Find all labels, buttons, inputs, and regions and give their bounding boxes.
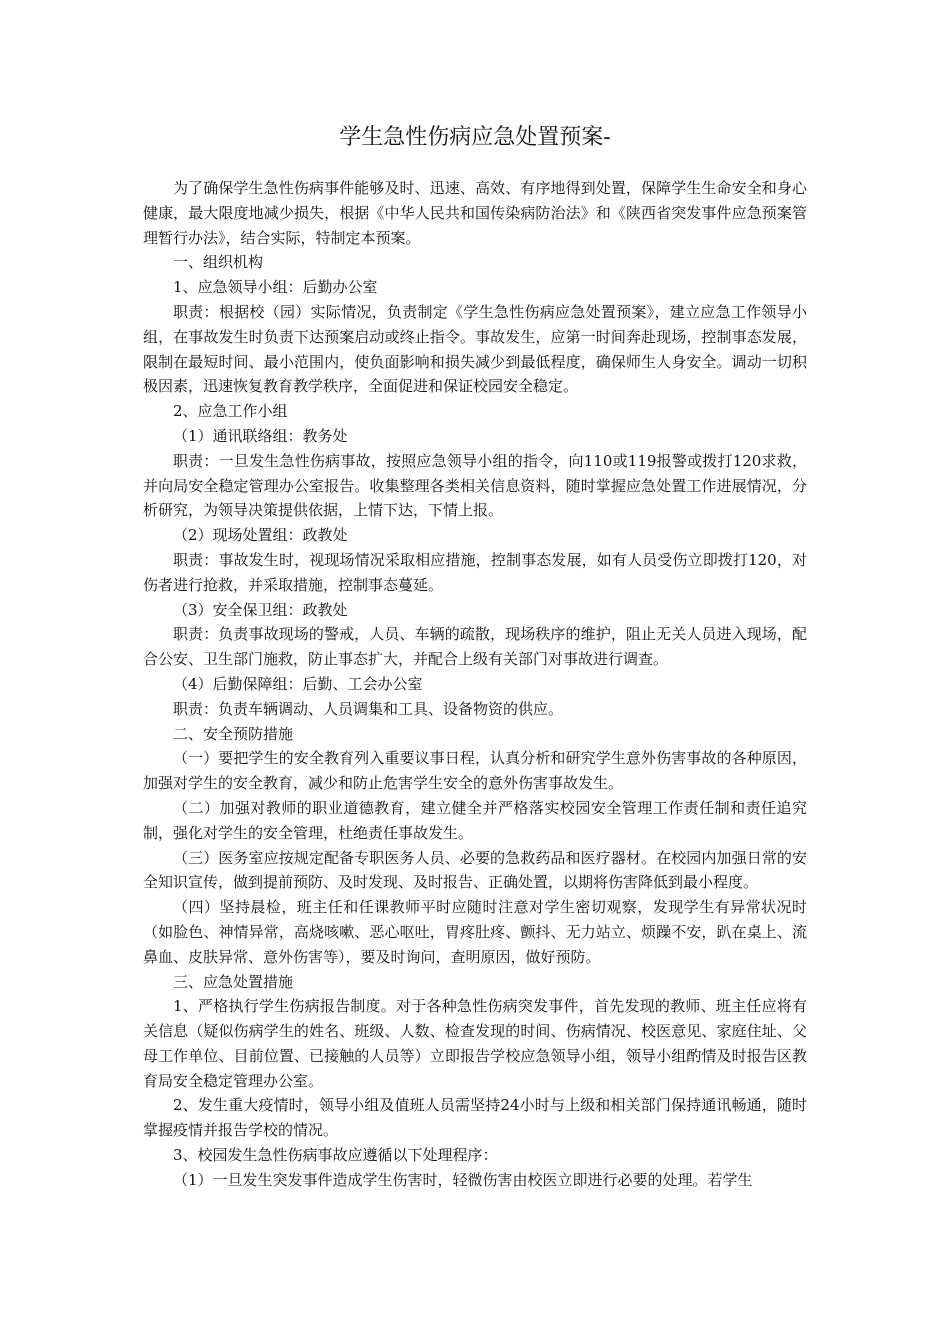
section-heading-prevention: 二、安全预防措施 [173,724,294,743]
group-logistics: （4）后勤保障组：后勤、工会办公室 [173,674,423,693]
group-security: （3）安全保卫组：政教处 [173,600,348,619]
subsection-work-group: 2、应急工作小组 [173,402,288,421]
subsection-leadership-group: 1、应急领导小组：后勤办公室 [173,278,378,297]
group-communication: （1）通讯联络组：教务处 [173,426,348,445]
section-heading-response: 三、应急处置措施 [173,972,294,991]
duty-paragraph: 职责：一旦发生急性伤病事故，按照应急领导小组的指令，向110或119报警或拨打120求救，并向局安全稳定管理办公室报告。收集整理各类相关信息资料，随时掌握应急处置工作进展情况，分析研究，为领导决策提供依据，上情下达，下情上报。 [143,451,807,520]
duty-paragraph: 职责：负责车辆调动、人员调集和工具、设备物资的供应。 [173,699,564,718]
response-item: （1）一旦发生突发事件造成学生伤害时，轻微伤害由校医立即进行必要的处理。若学生 [173,1170,753,1189]
duty-paragraph: 职责：负责事故现场的警戒，人员、车辆的疏散，现场秩序的维护，阻止无关人员进入现场，配合公安、卫生部门施救，防止事态扩大，并配合上级有关部门对事故进行调查。 [143,625,807,669]
duty-paragraph: 职责：根据校（园）实际情况，负责制定《学生急性伤病应急处置预案》，建立应急工作领导小组，在事故发生时负责下达预案启动或终止指令。事故发生，应第一时间奔赴现场，控制事态发展，限制在最短时间、最小范围内，使负面影响和损失减少到最低程度，确保师生人身安全。调动一切积极因素，迅速恢复教育教学秩序，全面促进和保证校园安全稳定。 [143,302,807,396]
section-heading-organization: 一、组织机构 [173,253,264,272]
prevention-item: （二）加强对教师的职业道德教育，建立健全并严格落实校园安全管理工作责任制和责任追究制，强化对学生的安全管理，杜绝责任事故发生。 [143,798,807,842]
group-onsite: （2）现场处置组：政教处 [173,526,348,545]
document-page [143,118,807,1193]
response-item: 1、严格执行学生伤病报告制度。对于各种急性伤病突发事件，首先发现的教师、班主任应将有关信息（疑似伤病学生的姓名、班级、人数、检查发现的时间、伤病情况、校医意见、家庭住址、父母工作单位、目前位置、已接触的人员等）立即报告学校应急领导小组，领导小组酌情及时报告区教育局安全稳定管理办公室。 [143,997,807,1090]
intro-paragraph: 为了确保学生急性伤病事件能够及时、迅速、高效、有序地得到处置，保障学生生命安全和身心健康，最大限度地减少损失，根据《中华人民共和国传染病防治法》和《陕西省突发事件应急预案管理暂行办法》，结合实际，特制定本预案。 [143,179,807,247]
response-item: 3、校园发生急性伤病事故应遵循以下处理程序： [173,1146,498,1165]
prevention-item: （一）要把学生的安全教育列入重要议事日程，认真分析和研究学生意外伤害事故的各种原因，加强对学生的安全教育，减少和防止危害学生安全的意外伤害事故发生。 [143,749,807,793]
prevention-item: （三）医务室应按规定配备专职医务人员、必要的急救药品和医疗器材。在校园内加强日常的安全知识宣传，做到提前预防、及时发现、及时报告、正确处置，以期将伤害降低到最小程度。 [143,848,807,892]
duty-paragraph: 职责：事故发生时，视现场情况采取相应措施，控制事态发展，如有人员受伤立即拨打120，对伤者进行抢救，并采取措施，控制事态蔓延。 [143,550,807,594]
response-item: 2、发生重大疫情时，领导小组及值班人员需坚持24小时与上级和相关部门保持通讯畅通，随时掌握疫情并报告学校的情况。 [143,1096,807,1140]
document-title: 学生急性伤病应急处置预案- [339,125,611,150]
prevention-item: （四）坚持晨检，班主任和任课教师平时应随时注意对学生密切观察，发现学生有异常状况时（如脸色、神情异常，高烧咳嗽、恶心呕吐，胃疼肚疼、颤抖、无力站立、烦躁不安，趴在桌上、流鼻血、皮肤异常、意外伤害等），要及时询问，查明原因，做好预防。 [143,898,807,966]
